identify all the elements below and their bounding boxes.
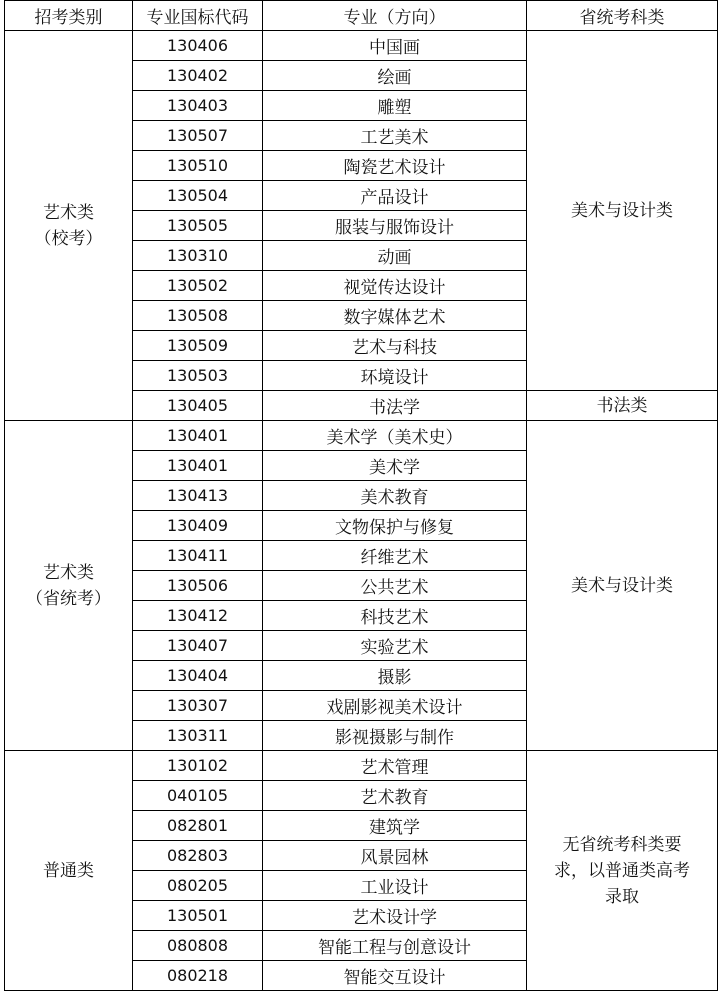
major-code: 080808 xyxy=(133,931,263,961)
major-code: 130403 xyxy=(133,91,263,121)
header-code: 专业国标代码 xyxy=(133,1,263,31)
category-label: 普通类 xyxy=(43,860,94,881)
major-name: 建筑学 xyxy=(263,811,527,841)
major-code: 130102 xyxy=(133,751,263,781)
major-code: 130510 xyxy=(133,151,263,181)
major-name: 工业设计 xyxy=(263,871,527,901)
category-cell xyxy=(5,751,133,991)
major-code: 130509 xyxy=(133,331,263,361)
major-name: 美术教育 xyxy=(263,481,527,511)
major-name: 公共艺术 xyxy=(263,571,527,601)
major-name: 服装与服饰设计 xyxy=(263,211,527,241)
header-row xyxy=(5,1,718,31)
table-row xyxy=(5,421,718,451)
major-name: 风景园林 xyxy=(263,841,527,871)
category-cell xyxy=(5,421,133,751)
major-name: 数字媒体艺术 xyxy=(263,301,527,331)
major-name: 戏剧影视美术设计 xyxy=(263,691,527,721)
major-code: 082803 xyxy=(133,841,263,871)
table-body xyxy=(5,31,718,991)
category-cell xyxy=(5,31,133,421)
major-code: 130405 xyxy=(133,391,263,421)
exam-type-label: 求，以普通类高考 xyxy=(554,860,690,881)
major-code: 130404 xyxy=(133,661,263,691)
exam-type-cell xyxy=(527,31,718,391)
major-name: 工艺美术 xyxy=(263,121,527,151)
major-name: 纤维艺术 xyxy=(263,541,527,571)
major-code: 080205 xyxy=(133,871,263,901)
major-code: 130406 xyxy=(133,31,263,61)
major-name: 绘画 xyxy=(263,61,527,91)
header-category: 招考类别 xyxy=(5,1,133,31)
exam-type-cell xyxy=(527,421,718,751)
major-name: 艺术管理 xyxy=(263,751,527,781)
major-name: 实验艺术 xyxy=(263,631,527,661)
header-exam-type: 省统考科类 xyxy=(527,1,718,31)
major-code: 130413 xyxy=(133,481,263,511)
major-code: 130508 xyxy=(133,301,263,331)
major-name: 产品设计 xyxy=(263,181,527,211)
major-code: 130412 xyxy=(133,601,263,631)
exam-type-label: 美术与设计类 xyxy=(571,200,673,221)
major-name: 环境设计 xyxy=(263,361,527,391)
major-code: 130307 xyxy=(133,691,263,721)
major-code: 080218 xyxy=(133,961,263,991)
exam-type-label: 美术与设计类 xyxy=(571,575,673,596)
exam-type-label: 书法类 xyxy=(596,395,648,416)
major-name: 艺术教育 xyxy=(263,781,527,811)
major-code: 130402 xyxy=(133,61,263,91)
major-name: 科技艺术 xyxy=(263,601,527,631)
major-name: 美术学（美术史） xyxy=(263,421,527,451)
major-name: 影视摄影与制作 xyxy=(263,721,527,751)
major-code: 130310 xyxy=(133,241,263,271)
major-code: 082801 xyxy=(133,811,263,841)
category-label: （校考） xyxy=(34,228,103,249)
header-major: 专业（方向） xyxy=(263,1,527,31)
majors-table xyxy=(4,0,718,991)
exam-type-cell xyxy=(527,751,718,991)
category-label: 艺术类 xyxy=(43,202,94,223)
table-row xyxy=(5,751,718,781)
major-name: 中国画 xyxy=(263,31,527,61)
major-name: 文物保护与修复 xyxy=(263,511,527,541)
major-code: 130503 xyxy=(133,361,263,391)
category-label: （省统考） xyxy=(26,588,111,609)
major-code: 130401 xyxy=(133,421,263,451)
major-code: 130501 xyxy=(133,901,263,931)
major-code: 130505 xyxy=(133,211,263,241)
major-code: 130506 xyxy=(133,571,263,601)
exam-type-cell xyxy=(527,391,718,421)
major-name: 美术学 xyxy=(263,451,527,481)
major-code: 130401 xyxy=(133,451,263,481)
major-code: 040105 xyxy=(133,781,263,811)
major-name: 摄影 xyxy=(263,661,527,691)
major-name: 动画 xyxy=(263,241,527,271)
major-code: 130507 xyxy=(133,121,263,151)
major-code: 130409 xyxy=(133,511,263,541)
major-name: 智能工程与创意设计 xyxy=(263,931,527,961)
major-name: 陶瓷艺术设计 xyxy=(263,151,527,181)
major-name: 艺术设计学 xyxy=(263,901,527,931)
exam-type-label: 录取 xyxy=(605,886,639,907)
major-name: 艺术与科技 xyxy=(263,331,527,361)
exam-type-label: 无省统考科类要 xyxy=(562,834,682,855)
major-name: 智能交互设计 xyxy=(263,961,527,991)
major-code: 130502 xyxy=(133,271,263,301)
major-name: 视觉传达设计 xyxy=(263,271,527,301)
major-name: 书法学 xyxy=(263,391,527,421)
major-code: 130411 xyxy=(133,541,263,571)
major-code: 130407 xyxy=(133,631,263,661)
major-code: 130504 xyxy=(133,181,263,211)
major-name: 雕塑 xyxy=(263,91,527,121)
category-label: 艺术类 xyxy=(43,562,94,583)
major-code: 130311 xyxy=(133,721,263,751)
table-row xyxy=(5,31,718,61)
